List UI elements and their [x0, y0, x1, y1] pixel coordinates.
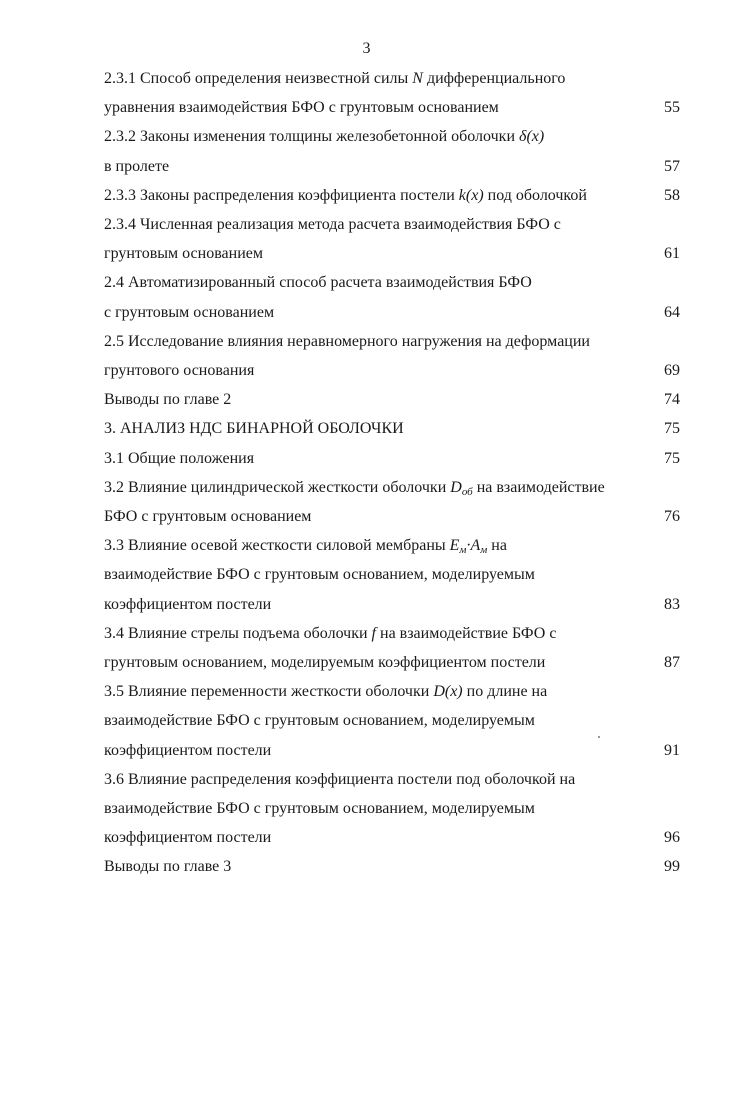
- toc-entry-text: 3.6 Влияние распределения коэффициента постели под оболочкой на: [104, 770, 576, 788]
- toc-page-number: 58: [664, 186, 680, 204]
- toc-entry-text: 3.2 Влияние цилиндрической жесткости оболочки $D_{об}$ на взаимодействие: [104, 478, 605, 498]
- toc-entry-2-3-2[interactable]: [104, 122, 680, 180]
- toc-page-number: 55: [664, 99, 680, 117]
- toc-entry-text: 3.4 Влияние стрелы подъема оболочки f на взаимодействие БФО с: [104, 624, 557, 642]
- toc-page-number: 96: [664, 829, 680, 847]
- toc-entry-text-continued: грунтовым основанием: [104, 245, 263, 263]
- toc-entry-text-continued: уравнения взаимодействия БФО с грунтовым основанием: [104, 99, 499, 117]
- toc-entry-text-continued: коэффициентом постели: [104, 829, 272, 847]
- toc-entry-conclusions-2[interactable]: [104, 385, 680, 414]
- toc-entry-3-3[interactable]: [104, 531, 680, 619]
- toc-entry-3-4[interactable]: [104, 619, 680, 677]
- toc-entry-text-continued: коэффициентом постели: [104, 595, 272, 613]
- toc-entry-text: 2.4 Автоматизированный способ расчета взаимодействия БФО: [104, 274, 532, 292]
- toc-entry-text-continued: взаимодействие БФО с грунтовым основанием, моделируемым: [104, 800, 535, 818]
- toc-page-number: 91: [664, 741, 680, 759]
- toc-entry-text: 2.3.1 Способ определения неизвестной силы N дифференциального: [104, 70, 566, 87]
- toc-entry-text-continued: взаимодействие БФО с грунтовым основанием, моделируемым: [104, 712, 535, 730]
- toc-entry-text-continued: грунтового основания: [104, 362, 255, 380]
- toc-page-number: 74: [664, 391, 680, 409]
- toc-entry-3-5[interactable]: [104, 677, 680, 765]
- toc-entry-text: 2.3.4 Численная реализация метода расчета взаимодействия БФО с: [104, 216, 561, 234]
- page-number: 3: [362, 40, 371, 57]
- toc-entry-conclusions-3[interactable]: [104, 852, 680, 881]
- toc-entry-chapter-3[interactable]: [104, 414, 680, 443]
- toc-entry-text-continued: с грунтовым основанием: [104, 303, 275, 321]
- table-of-contents: [104, 64, 680, 882]
- toc-page-number: 83: [664, 595, 680, 613]
- toc-page-number: 76: [664, 508, 680, 526]
- toc-entry-text: 2.3.2 Законы изменения толщины железобетонной оболочки δ(x): [104, 128, 545, 146]
- toc-entry-3-1[interactable]: [104, 444, 680, 473]
- toc-entry-text: 3.3 Влияние осевой жесткости силовой мембраны $E_м\cdot A_м$ на: [104, 537, 507, 557]
- toc-entry-3-2[interactable]: [104, 473, 680, 531]
- toc-entry-text-continued: взаимодействие БФО с грунтовым основанием, моделируемым: [104, 566, 535, 584]
- toc-page-number: 87: [664, 654, 680, 672]
- scan-speck: [598, 736, 600, 738]
- toc-entry-2-4[interactable]: [104, 268, 680, 326]
- toc-entry-2-5[interactable]: [104, 327, 680, 385]
- toc-entry-text: Выводы по главе 3: [104, 858, 232, 876]
- toc-entry-text: 2.3.3 Законы распределения коэффициента постели k(x) под оболочкой: [104, 186, 587, 204]
- toc-page-number: 69: [664, 362, 680, 380]
- toc-entry-2-3-4[interactable]: [104, 210, 680, 268]
- toc-entry-text: 3.1 Общие положения: [104, 449, 255, 467]
- toc-entry-text-continued: БФО с грунтовым основанием: [104, 508, 312, 526]
- toc-page-number: 75: [664, 420, 680, 438]
- toc-page-number: 99: [664, 858, 680, 876]
- toc-page-number: 61: [664, 245, 680, 263]
- toc-entry-text-continued: коэффициентом постели: [104, 741, 272, 759]
- toc-entry-text: 3. АНАЛИЗ НДС БИНАРНОЙ ОБОЛОЧКИ: [104, 420, 404, 438]
- toc-entry-text: Выводы по главе 2: [104, 391, 232, 409]
- toc-entry-text-continued: в пролете: [104, 157, 170, 175]
- toc-entry-text: 2.5 Исследование влияния неравномерного нагружения на деформации: [104, 332, 590, 350]
- toc-page-number: 75: [664, 449, 680, 467]
- toc-entry-2-3-3[interactable]: [104, 181, 680, 210]
- toc-entry-text: 3.5 Влияние переменности жесткости оболочки D(x) по длине на: [104, 683, 548, 701]
- toc-entry-3-6[interactable]: [104, 765, 680, 853]
- toc-entry-2-3-1[interactable]: [104, 64, 680, 122]
- toc-page-number: 64: [664, 303, 680, 321]
- toc-page-number: 57: [664, 157, 680, 175]
- toc-entry-text-continued: грунтовым основанием, моделируемым коэффициентом постели: [104, 654, 546, 672]
